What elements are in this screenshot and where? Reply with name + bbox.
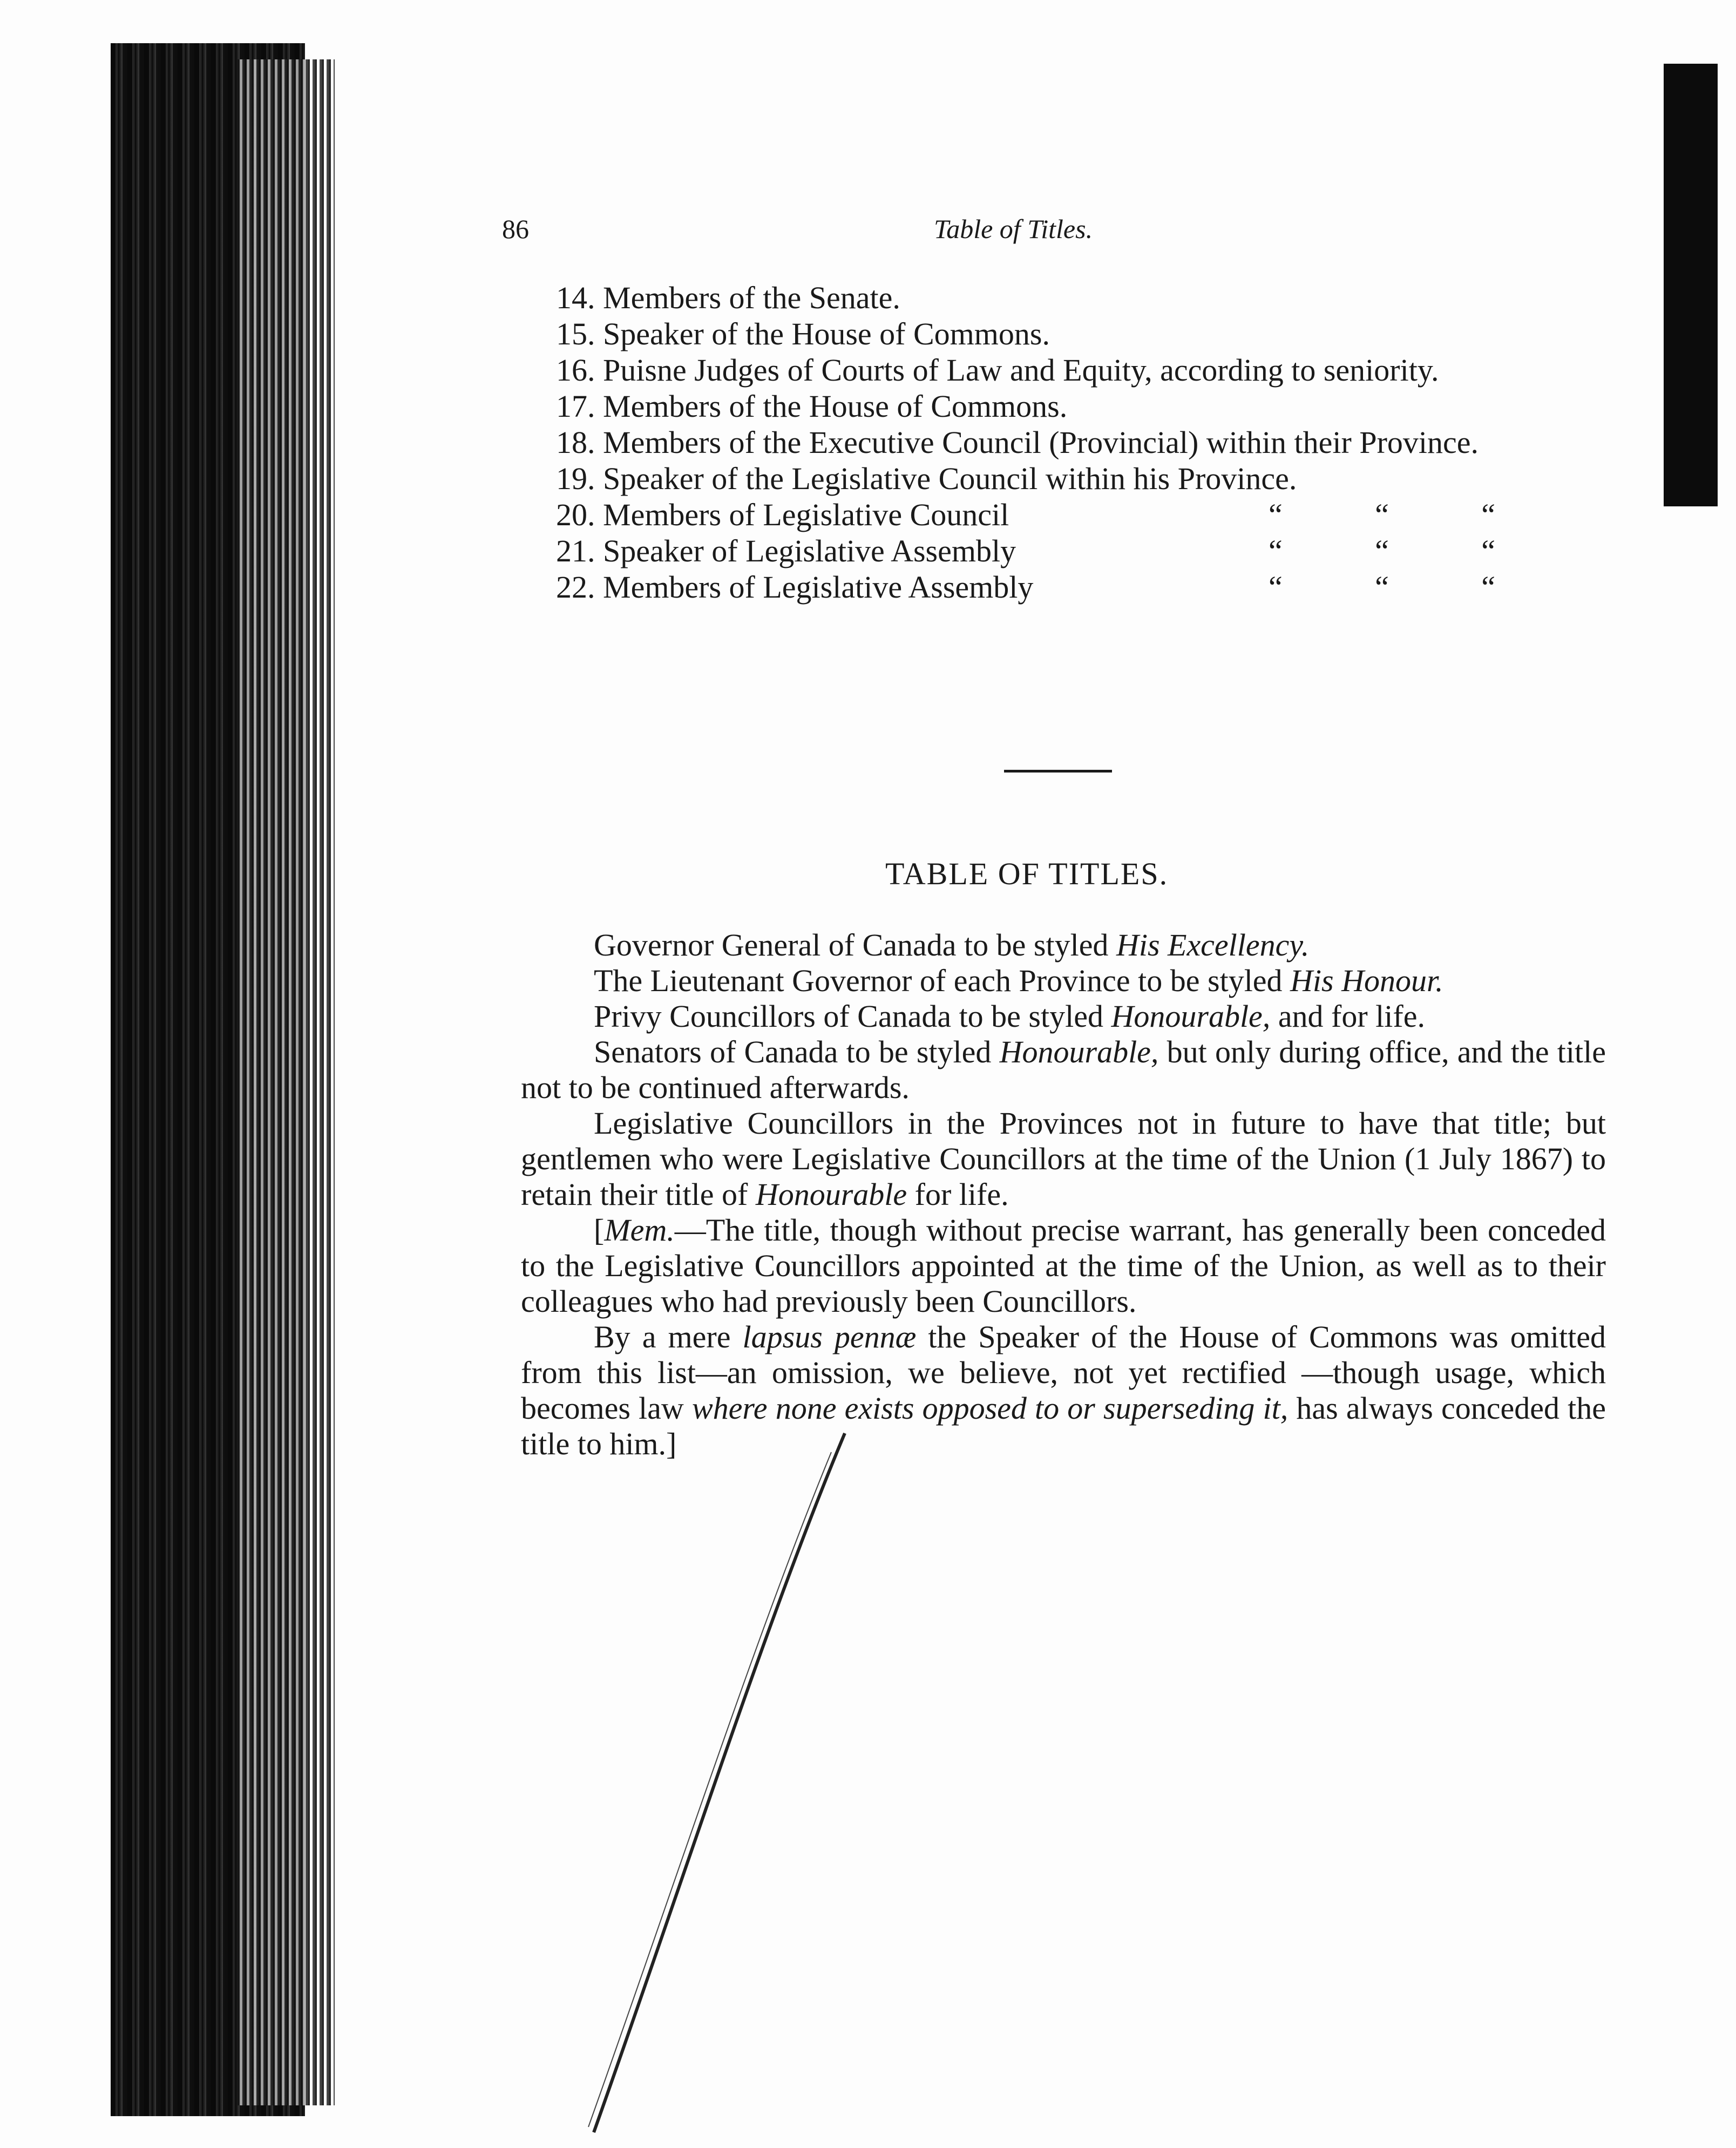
paragraph-text: the Speaker of the House of Commons was omitted from this list—an omission, we believe, not yet rectified —though usage, which becomes law bbox=[521, 1319, 1606, 1426]
list-item bbox=[502, 352, 1614, 388]
paragraph-memorandum bbox=[521, 1212, 1606, 1319]
paragraph-emphasis: His Honour. bbox=[1290, 963, 1443, 998]
paragraph-text: Privy Councillors of Canada to be styled bbox=[594, 999, 1111, 1034]
list-item-text: 18. Members of the Executive Council (Provincial) within their Province. bbox=[556, 425, 1479, 460]
paragraph-lieutenant-governor bbox=[521, 963, 1606, 999]
paragraph-text: Senators of Canada to be styled bbox=[594, 1034, 1000, 1069]
list-item bbox=[502, 424, 1614, 460]
list-item-text: 20. Members of Legislative Council bbox=[556, 497, 1009, 532]
list-item bbox=[502, 533, 1614, 569]
list-item: 17. Members of the House of Commons. bbox=[556, 389, 1068, 424]
ditto-mark: “ bbox=[1375, 533, 1389, 568]
paragraph-governor-general bbox=[521, 927, 1606, 963]
paragraph-emphasis: Honourable, bbox=[999, 1034, 1159, 1069]
paragraph-emphasis: Honourable, bbox=[1111, 999, 1271, 1034]
list-item: 15. Speaker of the House of Commons. bbox=[556, 316, 1050, 351]
paragraph-lapsus bbox=[521, 1319, 1606, 1462]
ditto-mark: “ bbox=[1269, 570, 1283, 605]
paragraph-privy-councillors bbox=[521, 999, 1606, 1034]
titles-body bbox=[521, 927, 1606, 1462]
section-divider bbox=[1004, 770, 1112, 773]
paragraph-text: has always conceded the title to him.] bbox=[521, 1391, 1606, 1461]
list-item bbox=[502, 497, 1614, 533]
scan-edge-bar bbox=[1664, 64, 1718, 506]
paragraph-text: By a mere bbox=[594, 1319, 743, 1354]
ditto-marks bbox=[1269, 569, 1495, 605]
paragraph-senators bbox=[521, 1034, 1606, 1106]
ditto-mark: “ bbox=[1269, 497, 1283, 532]
list-item-text: 22. Members of Legislative Assembly bbox=[556, 570, 1034, 605]
ditto-mark: “ bbox=[1269, 533, 1283, 568]
paragraph-text: The Lieutenant Governor of each Province to be styled bbox=[594, 963, 1291, 998]
list-item-text: 16. Puisne Judges of Courts of Law and Equity, according to seniority. bbox=[556, 353, 1439, 388]
ditto-mark: “ bbox=[1481, 533, 1495, 568]
paragraph-text: Legislative Councillors in the Provinces not in future to have that title; but gentlemen who were Legislative Councillors at the time of the Union (1 July 1867) to retain their title of bbox=[521, 1106, 1606, 1212]
book-gutter-edge bbox=[238, 59, 335, 2105]
paragraph-emphasis: lapsus pennæ bbox=[742, 1319, 917, 1354]
paragraph-emphasis: His Excellency. bbox=[1116, 927, 1310, 963]
paragraph-emphasis: Honourable bbox=[755, 1177, 907, 1212]
paragraph-text: but only during office, and the title not to be continued afterwards. bbox=[521, 1034, 1606, 1105]
precedence-list bbox=[502, 280, 1614, 605]
list-item bbox=[502, 569, 1614, 605]
paragraph-legislative-councillors bbox=[521, 1106, 1606, 1212]
section-title: TABLE OF TITLES. bbox=[885, 856, 1169, 891]
list-item: 14. Members of the Senate. bbox=[556, 280, 900, 315]
paragraph-text: [ bbox=[594, 1212, 605, 1248]
paragraph-text: —The title, though without precise warrant, has generally been conceded to the Legislative Councillors appointed at the time of the Union, as well as to their colleagues who had previously been Councillors. bbox=[521, 1212, 1606, 1319]
running-title: Table of Titles. bbox=[934, 214, 1093, 244]
paragraph-text: and for life. bbox=[1270, 999, 1425, 1034]
paragraph-text: for life. bbox=[907, 1177, 1009, 1212]
paragraph-emphasis: Mem. bbox=[604, 1212, 675, 1248]
paragraph-emphasis: where none exists opposed to or superseding it, bbox=[691, 1391, 1289, 1426]
list-item: 19. Speaker of the Legislative Council within his Province. bbox=[556, 461, 1297, 496]
page-header bbox=[502, 213, 1323, 256]
ditto-marks bbox=[1269, 497, 1495, 533]
ditto-marks bbox=[1269, 533, 1495, 569]
ditto-mark: “ bbox=[1375, 570, 1389, 605]
paragraph-text: Governor General of Canada to be styled bbox=[594, 927, 1116, 963]
page-number: 86 bbox=[502, 214, 529, 244]
ditto-mark: “ bbox=[1481, 570, 1495, 605]
ditto-mark: “ bbox=[1481, 497, 1495, 532]
list-item-text: 21. Speaker of Legislative Assembly bbox=[556, 533, 1016, 568]
ditto-mark: “ bbox=[1375, 497, 1389, 532]
